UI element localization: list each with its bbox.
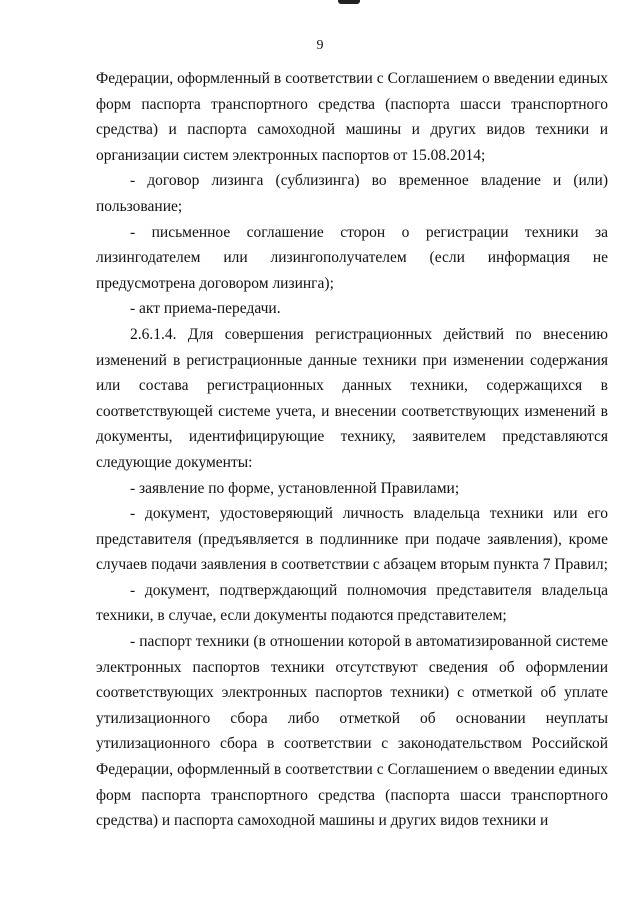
list-item-acceptance-act: - акт приема-передачи.: [130, 300, 281, 318]
paragraph-continuation: Федерации, оформленный в соответствии с Соглашением о введении единых форм паспорта транспортного средства (паспорта шасси транспортного средства) и паспорта самоходной машины и других видов техники и организации систем электронных паспортов от 15.08.2014;: [96, 70, 608, 164]
page-number: 9: [316, 38, 324, 53]
section-2-6-1-4: 2.6.1.4. Для совершения регистрационных действий по внесению изменений в регистрационные данные техники при изменении содержания или состава регистрационных данных техники, содержащихся в соответствующей системе учета, и внесении соответствующих изменений в документы, идентифицирующие технику, заявителем представляются следующие документы:: [96, 325, 608, 471]
document-body: [96, 66, 608, 834]
list-item-application: - заявление по форме, установленной Правилами;: [130, 479, 460, 497]
list-item-identity-document: - документ, удостоверяющий личность владельца техники или его представителя (предъявляется в подлиннике при подаче заявления), кроме случаев подачи заявления в соответствии с абзацем вторым пункта 7 Правил;: [96, 505, 608, 574]
list-item-vehicle-passport: - паспорт техники (в отношении которой в автоматизированной системе электронных паспортов техники отсутствуют сведения об оформлении соответствующих электронных паспортов техники) с отметкой об уплате утилизационного сбора либо отметкой об основании неуплаты утилизационного сбора в соответствии с законодательством Российской Федерации, оформленный в соответствии с Соглашением о введении единых форм паспорта транспортного средства (паспорта шасси транспортного средства) и паспорта самоходной машины и других видов техники и: [96, 633, 608, 830]
list-item-written-agreement: - письменное соглашение сторон о регистрации техники за лизингодателем или лизингополучателем (если информация не предусмотрена договором лизинга);: [96, 223, 608, 292]
list-item-leasing-agreement: - договор лизинга (сублизинга) во временное владение и (или) пользование;: [96, 172, 608, 215]
list-item-authority-document: - документ, подтверждающий полномочия представителя владельца техники, в случае, если документы подаются представителем;: [96, 581, 608, 625]
binding-mark: [338, 0, 360, 4]
